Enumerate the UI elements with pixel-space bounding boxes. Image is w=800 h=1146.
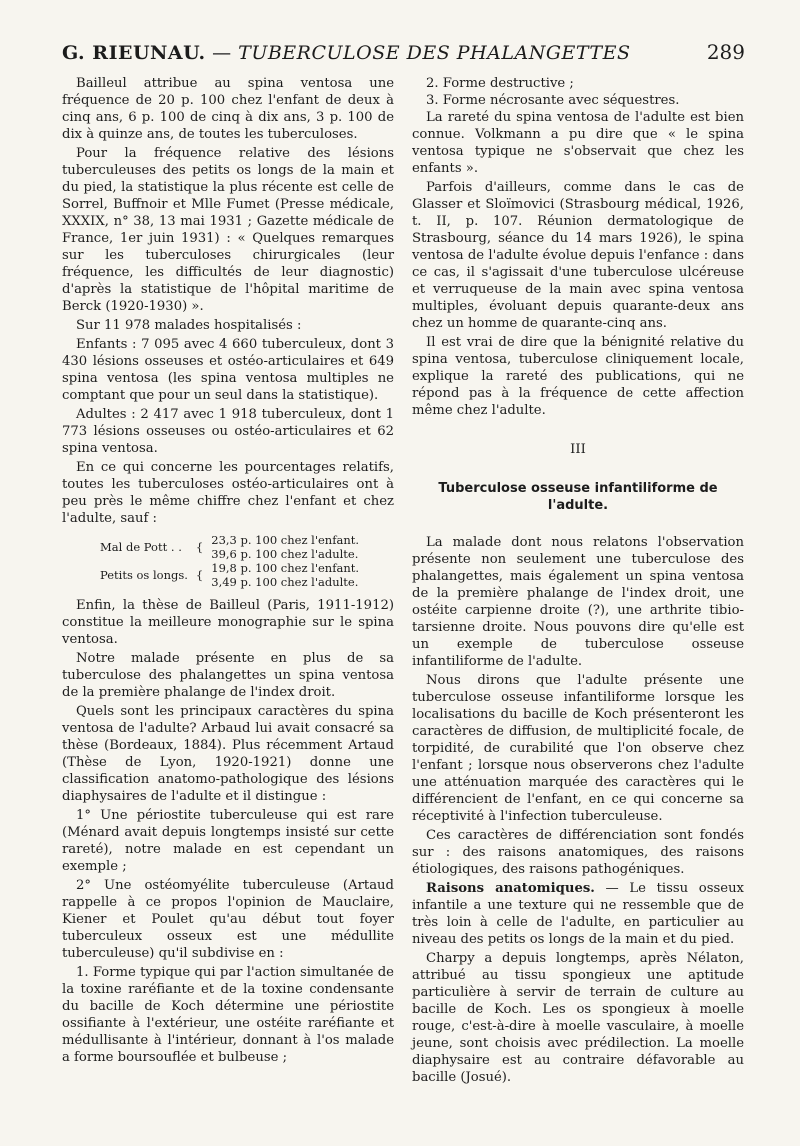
running-header — [62, 40, 745, 64]
table-cell: 23,3 p. 100 chez l'enfant. — [211, 533, 360, 547]
table-row — [96, 533, 363, 547]
paragraph: Enfants : 7 095 avec 4 660 tuberculeux, dont 3 430 lésions osseuses et ostéo-articulaires et 649 spina ventosa (les spina ventosa multiples ne comptant que pour un seul dans la statistique). — [62, 337, 394, 403]
paragraph: Parfois d'ailleurs, comme dans le cas de Glasser et Sloïmovici (Strasbourg médical, 1926, t. II, p. 107. Réunion dermatologique de Strasbourg, séance du 14 mars 1926), le spina ventosa de l'adulte évolue depuis l'enfance : dans ce cas, il s'agissait d'une tuberculose ulcéreuse et verruqueuse de la main avec spina ventosa multiples, évoluant depuis quarante-deux ans chez un homme de quarante-cinq ans. — [412, 180, 744, 331]
table-label: Petits os longs. — [100, 568, 188, 582]
paragraph: Sur 11 978 malades hospitalisés : — [76, 318, 302, 333]
section-title: Tuberculose osseuse infantiliforme de l'adulte. — [438, 481, 718, 513]
paragraph-body: — Le tissu osseux infantile a une texture qui ne ressemble que de très loin à celle de l'adulte, en particulier au niveau des petits os longs de la main et du pied. — [412, 881, 744, 947]
list-item: 2. Forme destructive ; — [426, 76, 574, 91]
table-cell: 39,6 p. 100 chez l'adulte. — [211, 547, 359, 561]
paragraph: Notre malade présente en plus de sa tuberculose des phalangettes un spina ventosa de la première phalange de l'index droit. — [62, 651, 394, 700]
paragraph: Nous dirons que l'adulte présente une tuberculose osseuse infantiliforme lorsque les localisations du bacille de Koch présenteront les caractères de diffusion, de multiplicité focale, de torpidité, de curabilité que l'on observe chez l'enfant ; lorsque nous observerons chez l'adulte une atténuation marquée des caractères qui le différencient de l'enfant, en ce qui concerne sa réceptivité à l'infection tuberculeuse. — [412, 673, 744, 824]
page-number: 289 — [706, 40, 745, 64]
paragraph: Charpy a depuis longtemps, après Nélaton, attribué au tissu spongieux une aptitude particulière à servir de terrain de culture au bacille de Koch. Les os spongieux à moelle rouge, c'est-à-dire à moelle vasculaire, à moelle jeune, sont choisis avec prédilection. La moelle diaphysaire est au contraire défavorable au bacille (Josué). — [412, 951, 744, 1085]
section-number: III — [570, 442, 586, 457]
table-label: Mal de Pott . . — [100, 540, 182, 554]
right-column — [412, 75, 744, 1088]
paragraph: Pour la fréquence relative des lésions tuberculeuses des petits os longs de la main et du pied, la statistique la plus récente est celle de Sorrel, Buffnoir et Mlle Fumet (Presse médicale, XXXIX, n° 38, 13 mai 1931 ; Gazette médicale de France, 1er juin 1931) : « Quelques remarques sur les tuberculoses chirurgicales (leur fréquence, les difficultés de leur diagnostic) d'après la statistique de l'hôpital maritime de Berck (1920-1930) ». — [62, 146, 394, 314]
table-cell: 19,8 p. 100 chez l'enfant. — [211, 561, 360, 575]
paragraph: Quels sont les principaux caractères du spina ventosa de l'adulte? Arbaud lui avait consacré sa thèse (Bordeaux, 1884). Plus récemment Artaud (Thèse de Lyon, 1920-1921) donne une classification anatomo-pathologique des lésions diaphysaires de l'adulte et il distingue : — [62, 704, 394, 804]
frequency-table — [96, 533, 363, 589]
paragraph: Ces caractères de différenciation sont fondés sur : des raisons anatomiques, des raisons étiologiques, des raisons pathogéniques. — [412, 828, 744, 877]
paragraph: 1. Forme typique qui par l'action simultanée de la toxine raréfiante et de la toxine condensante du bacille de Koch détermine une périostite ossifiante à l'extérieur, une ostéite raréfiante et médullisante à l'intérieur, donnant à l'os malade a forme boursouflée et bulbeuse ; — [62, 965, 394, 1065]
header-dash: — — [212, 42, 232, 64]
paragraph: La rareté du spina ventosa de l'adulte est bien connue. Volkmann a pu dire que « le spina ventosa typique ne s'observait que chez les enfants ». — [412, 110, 744, 176]
header-title — [62, 42, 630, 64]
paragraph: Il est vrai de dire que la bénignité relative du spina ventosa, tuberculose cliniquement locale, explique la rareté des publications, qui ne répond pas à la fréquence de cette affection même chez l'adulte. — [412, 335, 744, 418]
table-row — [96, 561, 363, 575]
header-subject: TUBERCULOSE DES PHALANGETTES — [238, 42, 631, 64]
form-list — [412, 75, 744, 109]
list-item: 3. Forme nécrosante avec séquestres. — [426, 93, 680, 108]
paragraph: Bailleul attribue au spina ventosa une fréquence de 20 p. 100 chez l'enfant de deux à cinq ans, 6 p. 100 de cinq à dix ans, 3 p. 100 de dix à quinze ans, de toutes les tuberculoses. — [62, 76, 394, 142]
paragraph-lead: Raisons anatomiques. — [426, 881, 595, 896]
paragraph: 1° Une périostite tuberculeuse qui est rare (Ménard avait depuis longtemps insisté sur cette rareté), notre malade en est cependant un exemple ; — [62, 808, 394, 874]
header-author: G. RIEUNAU. — [62, 42, 206, 64]
left-column — [62, 75, 394, 1068]
brace: { — [195, 568, 204, 582]
paragraph — [412, 880, 744, 948]
brace: { — [195, 540, 204, 554]
paragraph: En ce qui concerne les pourcentages relatifs, toutes les tuberculoses ostéo-articulaires ont à peu près le même chiffre chez l'enfant et chez l'adulte, sauf : — [62, 460, 394, 526]
paragraph: 2° Une ostéomyélite tuberculeuse (Artaud rappelle à ce propos l'opinion de Mauclaire, Kiener et Poulet qu'au début tout foyer tuberculeux osseux est une médullite tuberculeuse) qu'il subdivise en : — [62, 878, 394, 961]
paragraph: Adultes : 2 417 avec 1 918 tuberculeux, dont 1 773 lésions osseuses ou ostéo-articulaires et 62 spina ventosa. — [62, 407, 394, 456]
table-cell: 3,49 p. 100 chez l'adulte. — [211, 575, 359, 589]
paragraph: La malade dont nous relatons l'observation présente non seulement une tuberculose des phalangettes, mais également un spina ventosa de la première phalange de l'index droit, une ostéite carpienne droite (?), une arthrite tibio-tarsienne droite. Nous pouvons dire qu'elle est un exemple de tuberculose osseuse infantiliforme de l'adulte. — [412, 535, 744, 669]
paragraph: Enfin, la thèse de Bailleul (Paris, 1911-1912) constitue la meilleure monographie sur le spina ventosa. — [62, 598, 394, 647]
